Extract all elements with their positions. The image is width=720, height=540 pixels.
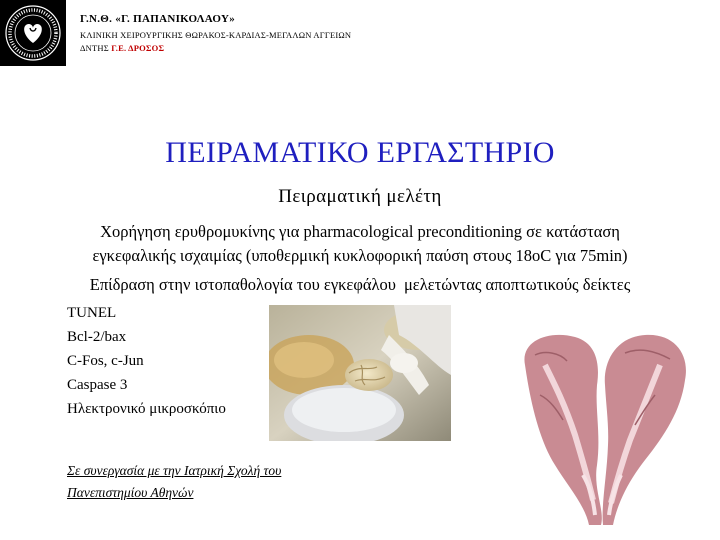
hospital-name: Γ.Ν.Θ. «Γ. ΠΑΠΑΝΙΚΟΛΑΟΥ» xyxy=(80,13,235,25)
collaboration-line-2: Πανεπιστημίου Αθηνών xyxy=(67,485,194,500)
description-line-3 xyxy=(0,275,720,295)
header-block xyxy=(80,13,351,53)
clinic-name: ΚΛΙΝΙΚΗ ΧΕΙΡΟΥΡΓΙΚΗΣ ΘΩΡΑΚΟΣ-ΚΑΡΔΙΑΣ-ΜΕΓΑΛΩΝ ΑΓΓΕΙΩΝ xyxy=(80,30,352,40)
brain-sections-photo xyxy=(505,325,699,530)
description-line-1: Χορήγηση ερυθρομυκίνης για pharmacological preconditioning σε κατάσταση xyxy=(100,222,620,241)
slide-title: ΠΕΙΡΑΜΑΤΙΚΟ ΕΡΓΑΣΤΗΡΙΟ xyxy=(165,136,555,169)
description-line-3-part-b: μελετώντας αποπτωτικούς δείκτες xyxy=(403,275,631,294)
marker-list xyxy=(67,302,226,422)
director-line xyxy=(80,43,351,53)
list-item: TUNEL xyxy=(67,305,117,321)
brain-specimen-photo xyxy=(269,305,451,441)
director-prefix: ΔΝΤΗΣ xyxy=(80,43,109,53)
slide-subtitle: Πειραματική μελέτη xyxy=(278,186,442,207)
list-item: Ηλεκτρονικό μικροσκόπιο xyxy=(67,401,226,417)
collaboration-note xyxy=(67,460,281,504)
list-item: Bcl-2/bax xyxy=(67,329,127,345)
list-item: C-Fos, c-Jun xyxy=(67,353,144,369)
description-line-3-part-a: Επίδραση στην ιστοπαθολογία του εγκεφάλου xyxy=(89,275,396,294)
collaboration-line-1: Σε συνεργασία με την Ιατρική Σχολή του xyxy=(67,463,282,478)
hospital-logo xyxy=(0,0,66,66)
description-line-2: εγκεφαλικής ισχαιμίας (υποθερμική κυκλοφορική παύση στους 18οC για 75min) xyxy=(92,246,628,265)
list-item: Caspase 3 xyxy=(67,377,128,393)
heart-emblem-icon xyxy=(0,0,66,66)
director-name: Γ.Ε. ΔΡΟΣΟΣ xyxy=(111,43,165,53)
